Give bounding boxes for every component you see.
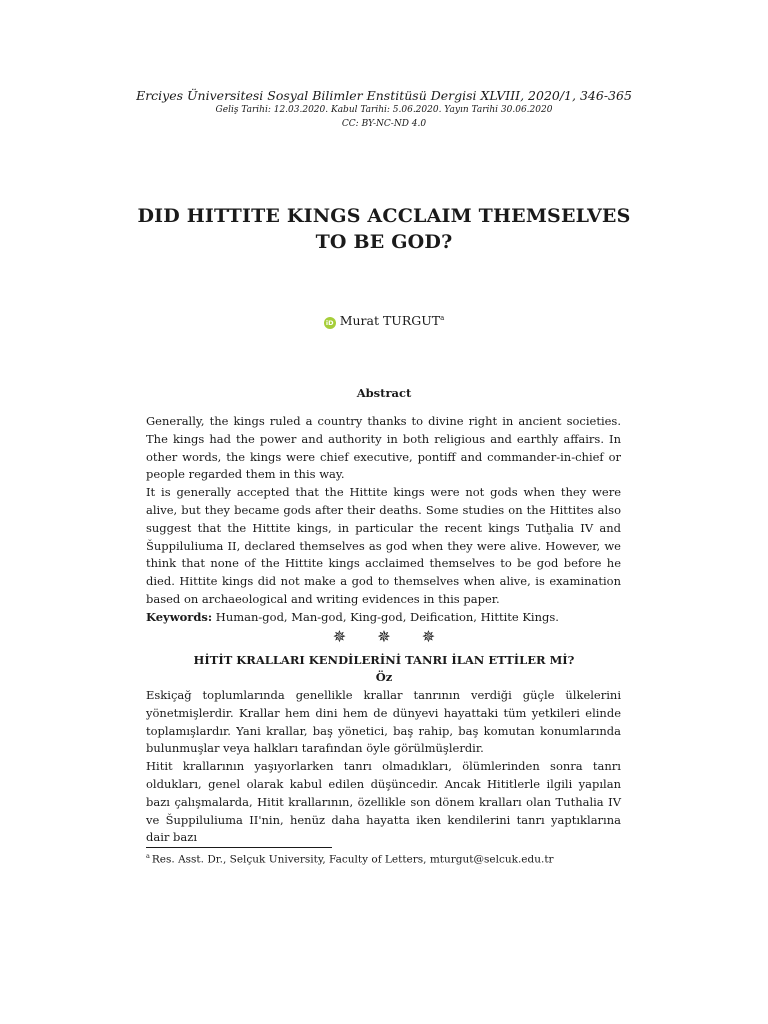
author-affiliation-marker: a xyxy=(440,313,445,322)
star-ornament-icon: ✵ xyxy=(377,627,391,646)
oz-paragraph-2: Hitit krallarının yaşıyorlarken tanrı olmadıkları, ölümlerinden sonra tanrı oldukları, genel olarak kabul edilen düşüncedir. Ancak Hititlerle ilgili yapılan bazı çalışmalarda, Hitit krallarının, özellikle son dönem kralları olan Tuthalia IV ve Šuppiluliuma II'nin, henüz daha hayatta iken kendilerini tanrı yaptıklarına dair bazı xyxy=(146,759,621,845)
footnote xyxy=(146,852,554,866)
footnote-marker: a xyxy=(146,852,150,860)
keywords xyxy=(146,609,621,627)
star-ornament-icon: ✵ xyxy=(332,627,347,646)
license: CC: BY-NC-ND 4.0 xyxy=(341,119,427,129)
section-separator xyxy=(0,627,768,646)
footnote-divider xyxy=(146,847,332,848)
submission-dates: Geliş Tarihi: 12.03.2020. Kabul Tarihi: 5.06.2020. Yayın Tarihi 30.06.2020 xyxy=(215,105,553,115)
orcid-icon[interactable]: iD xyxy=(324,317,336,329)
footnote-text: Res. Asst. Dr., Selçuk University, Faculty of Letters, mturgut@selcuk.edu.tr xyxy=(151,853,554,866)
paper-title xyxy=(0,203,768,255)
abstract-paragraph-1: Generally, the kings ruled a country thanks to divine right in ancient societies. The kings had the power and authority in both religious and earthly affairs. In other words, the kings were chief executive, pontiff and commander-in-chief or people regarded them in this way. xyxy=(146,414,621,482)
keywords-list: Human-god, Man-god, King-god, Deification, Hittite Kings. xyxy=(212,609,559,624)
paper-title-line2: TO BE GOD? xyxy=(315,231,453,253)
star-ornament-icon: ✵ xyxy=(421,627,436,646)
paper-title-line1: DID HITTITE KINGS ACCLAIM THEMSELVES xyxy=(137,205,631,227)
abstract-paragraph-2: It is generally accepted that the Hittite kings were not gods when they were alive, but they became gods after their deaths. Some studies on the Hittites also suggest that the Hittite kings, in particular the recent kings Tutḫalia IV and Šuppiluliuma II, declared themselves as god when they were alive. However, we think that none of the Hittite kings acclaimed themselves to be god before he died. Hittite kings did not make a god to themselves when alive, is examination based on archaeological and writing evidences in this paper. xyxy=(146,485,621,606)
keywords-label: Keywords: xyxy=(146,609,213,624)
author-line xyxy=(0,313,768,329)
abstract-body xyxy=(146,413,621,627)
oz-body xyxy=(146,687,621,847)
oz-paragraph-1: Eskiçağ toplumlarında genellikle krallar tanrının verdiği güçle ülkelerini yönetmişlerdir. Krallar hem dini hem de dünyevi hayattaki tüm yetkileri elinde toplamışlardır. Yani krallar, baş yönetici, baş rahip, baş komutan konumlarında bulunmuşlar veya halkları tarafından öyle görülmüşlerdir. xyxy=(146,688,621,756)
oz-heading: Öz xyxy=(375,670,393,684)
abstract-heading: Abstract xyxy=(356,386,412,400)
journal-citation: Erciyes Üniversitesi Sosyal Bilimler Enstitüsü Dergisi XLVIII, 2020/1, 346-365 xyxy=(136,88,632,103)
author-name: Murat TURGUT xyxy=(339,313,441,328)
turkish-title: HİTİT KRALLARI KENDİLERİNİ TANRI İLAN ETTİLER Mİ? xyxy=(193,653,575,667)
